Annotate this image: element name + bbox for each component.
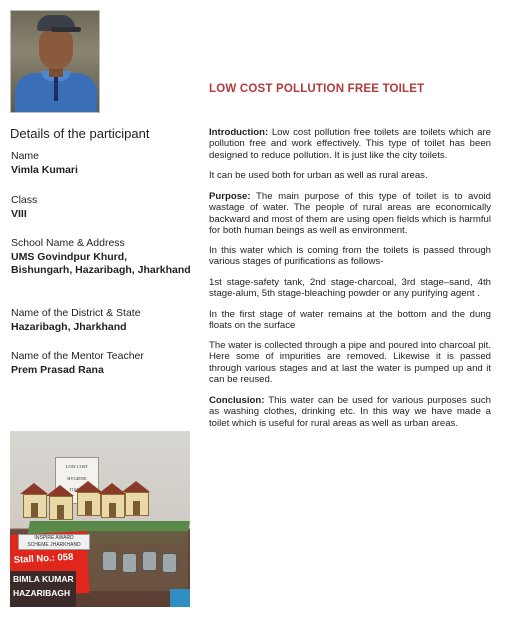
purpose-text: The main purpose of this type of toilet is to avoid wastage of water. The people of rural areas are economically backward and most of them are using open fields which is harmful for both human beings as well as environment. [209,191,491,236]
name-value: Vimla Kumari [11,164,78,176]
toilet-model-3 [77,492,101,516]
participant-photo [10,10,100,113]
introduction-text: Low cost pollution free toilets are toilets which are pollution free and work effectively. This type of toilet has been designed to reduce pollution. It is just like the city toilets. [209,127,491,161]
article-title: LOW COST POLLUTION FREE TOILET [209,83,425,95]
model-photo [10,431,190,607]
name-label: Name [11,150,40,162]
usage-paragraph: It can be used both for urban as well as rural areas. [209,170,428,181]
name-tag [10,571,76,607]
school-label: School Name & Address [11,237,125,249]
toilet-model-4 [101,494,125,518]
district-label: Name of the District & State [11,307,141,319]
scheme-line2: SCHEME JHARKHAND [27,541,81,548]
board-line3: TOILET [69,487,85,492]
board-line1: LOW COST [65,464,89,469]
participant-section-heading: Details of the participant [10,126,150,141]
purpose-label: Purpose: [209,191,251,202]
first-stage-paragraph: In the first stage of water remains at the bottom and the dung floats on the surface [209,309,491,332]
toilet-model-2 [49,496,73,520]
school-value-line2: Bishungarh, Hazaribagh, Jharkhand [11,264,191,276]
purpose-paragraph [209,191,491,236]
purification-intro-paragraph: In this water which is coming from the toilets is passed through various stages of purifications as follows- [209,245,491,268]
toilet-model-1 [23,494,47,518]
school-value-line1: UMS Govindpur Khurd, [11,251,128,263]
conclusion-paragraph [209,395,491,429]
tag-line2: HAZARIBAGH [13,588,71,598]
conclusion-label: Conclusion: [209,395,265,406]
collection-paragraph: The water is collected through a pipe and poured into charcoal pit. Here some of impurities are removed. Likewise it is passed through various stages and at last the water is pumped up and it can be reused. [209,340,491,385]
class-value: VIII [11,208,27,220]
scheme-label [18,534,90,550]
stages-paragraph: 1st stage-safety tank, 2nd stage-charcoal, 3rd stage–sand, 4th stage-alum, 5th stage-bleaching powder or any purifying agent . [209,277,491,300]
introduction-label: Introduction: [209,127,269,138]
mentor-value: Prem Prasad Rana [11,364,104,376]
stall-number: Stall No.: 058 [13,551,74,566]
introduction-paragraph [209,127,491,161]
district-value: Hazaribagh, Jharkhand [11,321,127,333]
board-line2: HYGIENE [67,476,87,481]
conclusion-text: This water can be used for various purposes such as washing clothes, drinking etc. In this way we have made a toilet which is useful for rural areas as well as urban areas. [209,395,491,429]
class-label: Class [11,194,38,206]
toilet-model-5 [125,492,149,516]
scheme-line1: INSPIRE AWARD [34,535,74,541]
tag-line1: BIMLA KUMAR [13,574,74,584]
mentor-label: Name of the Mentor Teacher [11,350,144,362]
